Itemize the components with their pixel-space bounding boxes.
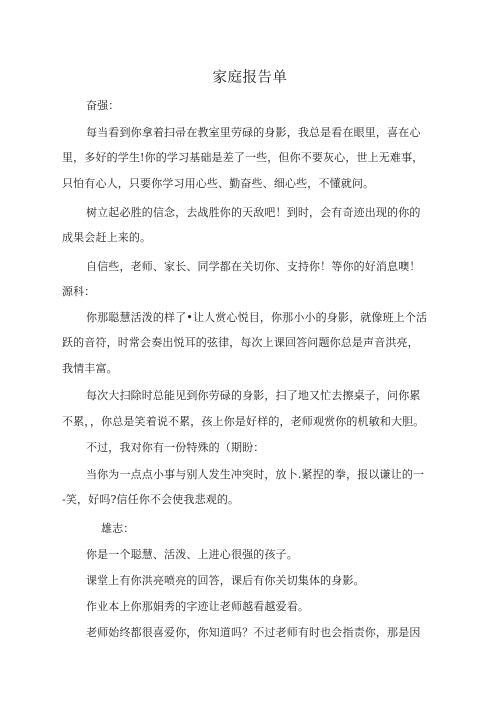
text-line: 只怕有心人，只要你学习用心些、勤奋些、细心些，不懂就问。 [62, 177, 375, 190]
document-title: 家庭报告单 [212, 70, 288, 86]
text-line: 老师始终都很喜爱你，你知道吗？不过老师有时也会指责你，那是因 [86, 626, 421, 639]
text-line: 你是一个聪慧、活泼、上进心很强的孩子。 [86, 548, 298, 561]
text-line: 作业本上你那娟秀的字迹让老师越看越爱看。 [86, 600, 309, 613]
text-line: 不累，，你总是笑着说不累，孩上你是好样的，老师观赏你的机敏和大胆。 [62, 415, 425, 428]
text-line: 每当看到你拿着扫帚在教室里劳碌的身影，我总是看在眼里，喜在心 [86, 126, 421, 139]
text-line: 你那聪慧活泼的样了•让人赏心悦目，你那小小的身影，就像班上个活 [86, 311, 428, 324]
text-line: 当你为一点点小事与别人发生冲突时，放卜.紧捏的拳，报以谦让的一 [86, 468, 425, 481]
text-line: 跃的音符，时常会奏出悦耳的弦律，每次上课回答问题你总是声音洪亮， [62, 336, 419, 349]
text-line: 课堂上有你洪亮喷亮的回答，课后有你关切集体的身影。 [86, 574, 365, 587]
text-line: 奋强： [86, 99, 120, 112]
text-line: 树立起必胜的信念，去战胜你的天敌吧！到时，会有奇迹出现的你的 [86, 206, 421, 219]
text-line: 源科： [62, 285, 96, 298]
text-line: 里，多好的学生!你的学习基础是差了一些，但你不要灰心，世上无难事， [62, 151, 424, 164]
text-line: 自信些，老师、家长、同学都在关切你、支持你！等你的好消息噢！ [86, 260, 421, 273]
text-line: 不过，我对你有一份特殊的（期盼： [86, 441, 265, 454]
text-line: -笑，好吗?信任你不会使我悲观的。 [62, 493, 240, 506]
text-line: 我情丰富。 [62, 362, 118, 375]
text-line: 雄志： [101, 522, 135, 535]
text-line: 每次大扫除时总能见到你劳碌的身影，扫了地又忙去擦桌子，问你累 [86, 389, 421, 402]
text-line: 成果会赶上来的。 [62, 231, 152, 244]
